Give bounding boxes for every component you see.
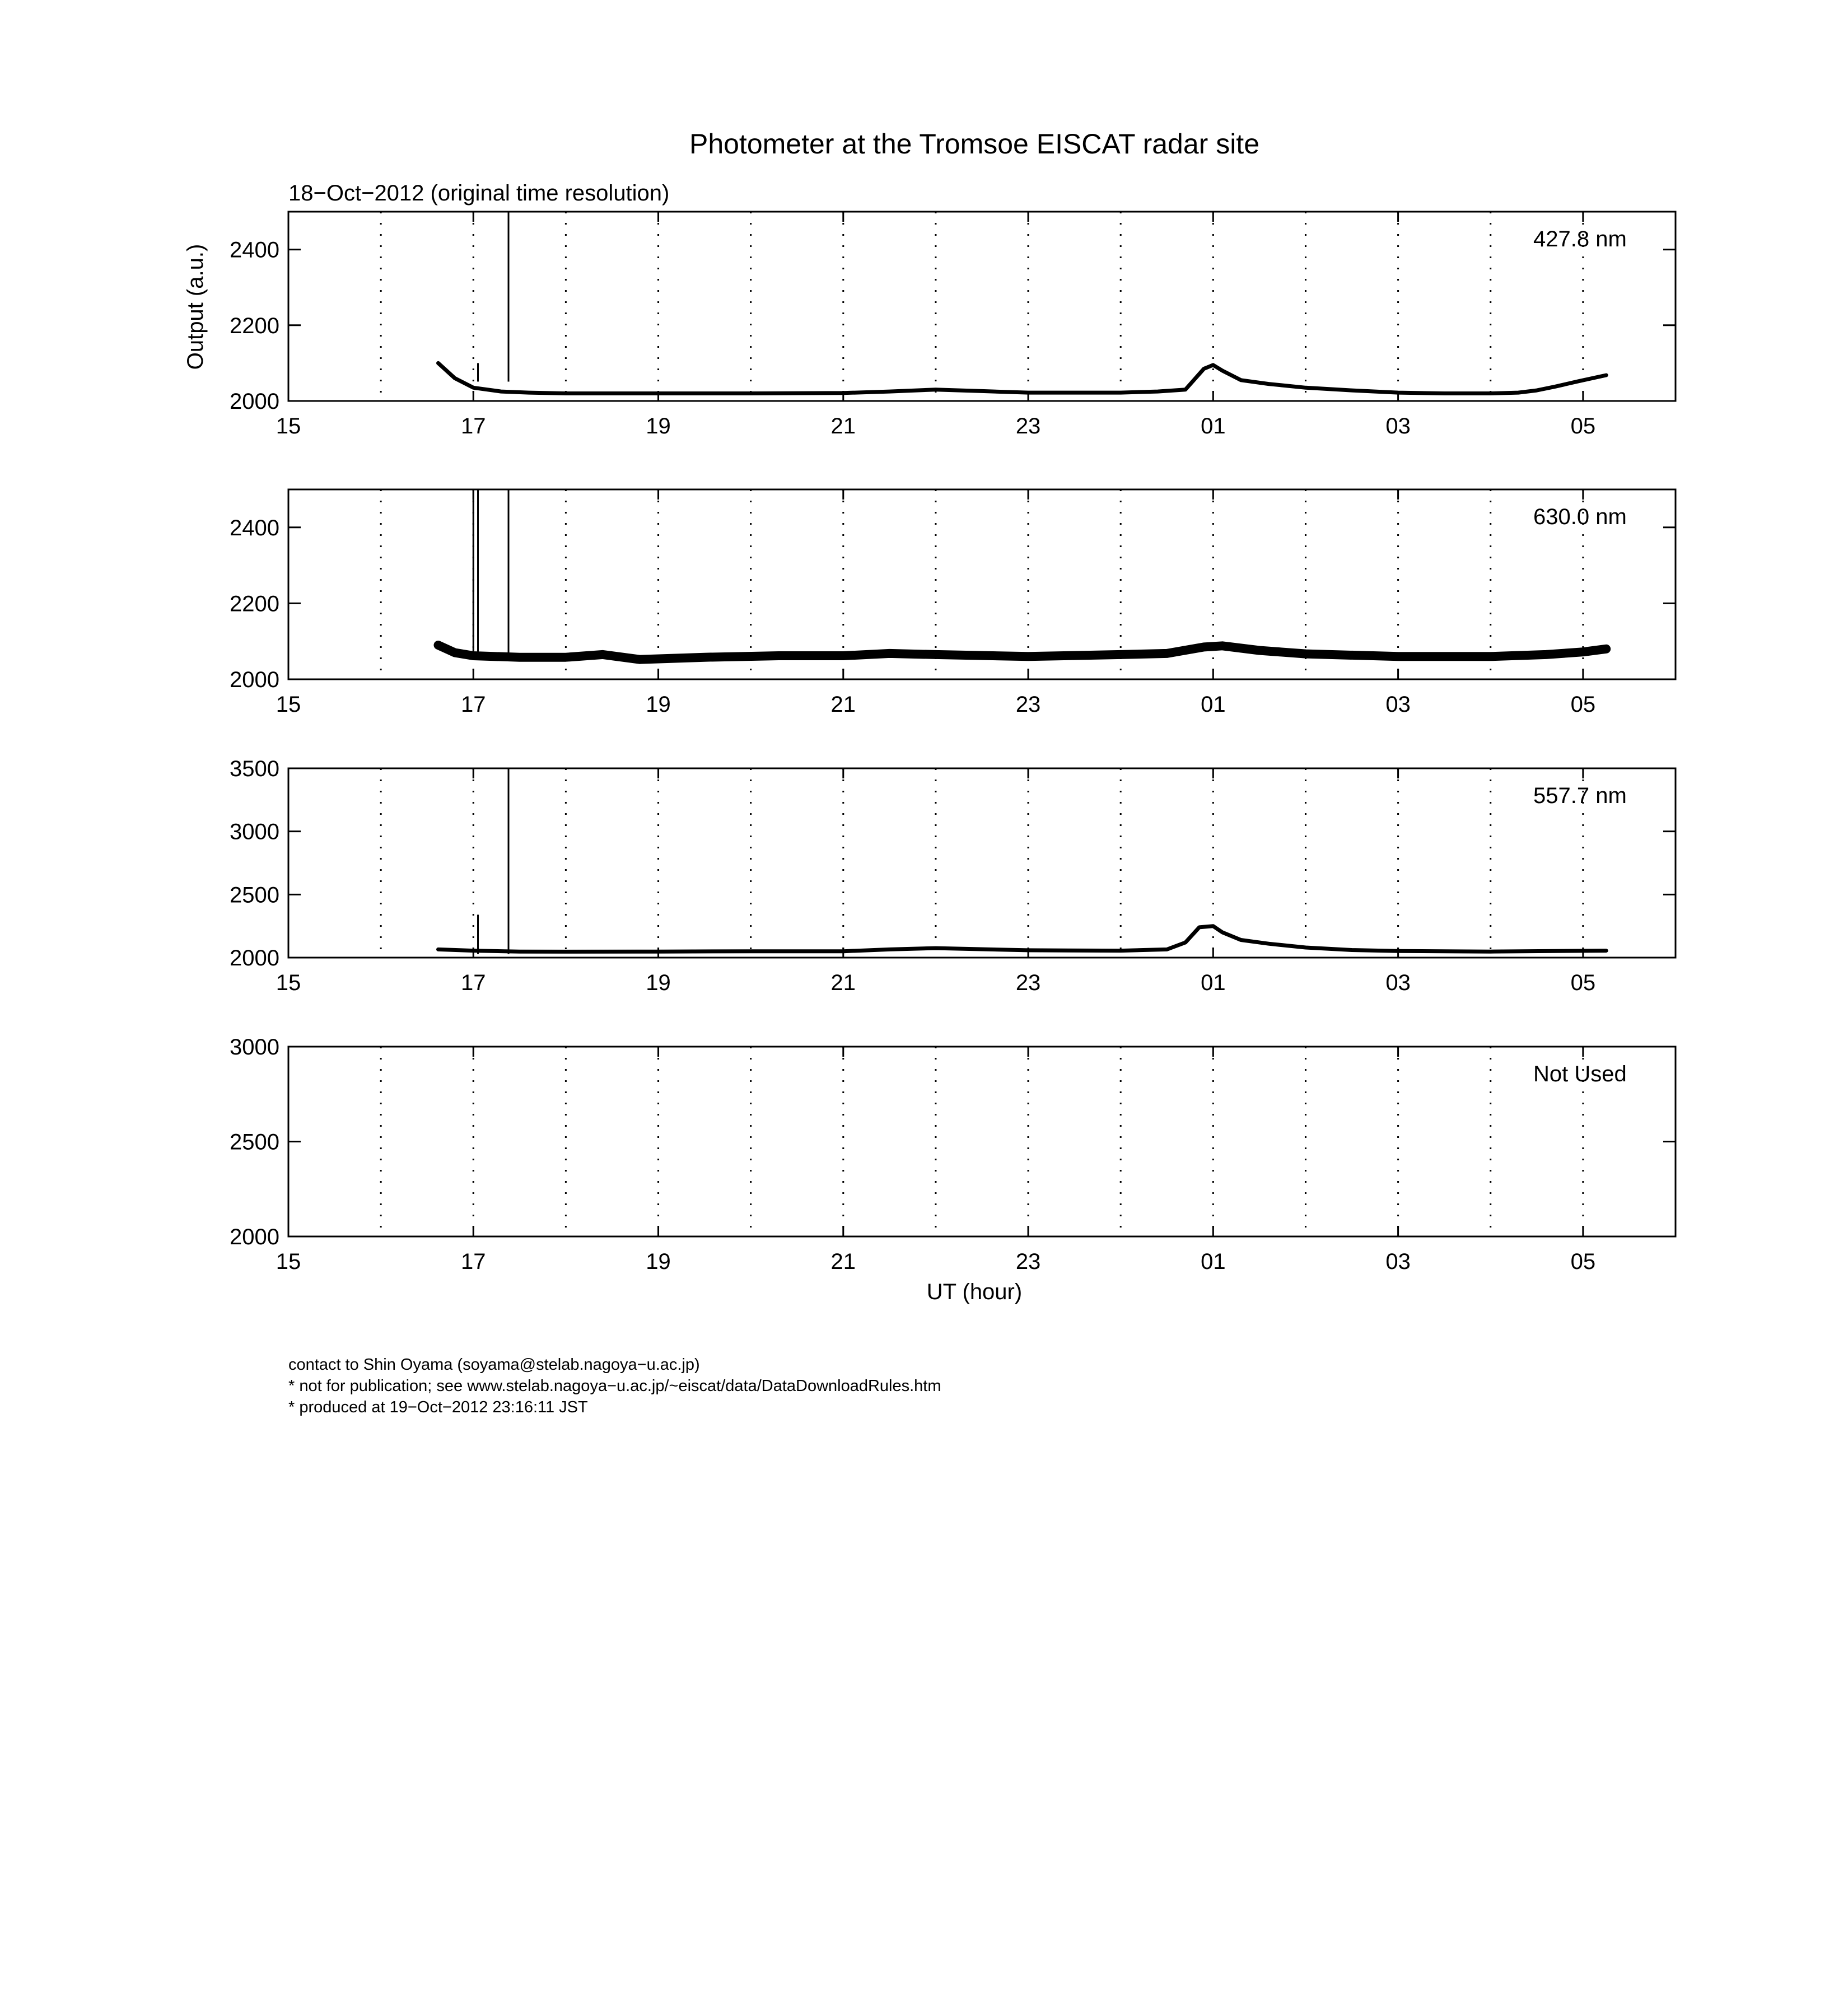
axes-box (288, 489, 1676, 679)
x-tick-label: 23 (1015, 1249, 1041, 1274)
x-tick-label: 23 (1015, 970, 1041, 995)
x-tick-label: 15 (276, 1249, 301, 1274)
series-line (438, 926, 1607, 952)
x-axis-label: UT (hour) (926, 1280, 1023, 1304)
panel-label: 630.0 nm (1533, 505, 1627, 529)
x-tick-label: 21 (830, 692, 856, 717)
x-tick-label: 05 (1570, 414, 1596, 438)
axes-box (288, 768, 1676, 958)
x-tick-label: 15 (276, 414, 301, 438)
figure-subtitle: 18−Oct−2012 (original time resolution) (288, 181, 670, 206)
axes-box (288, 212, 1676, 401)
figure-title: Photometer at the Tromsoe EISCAT radar site (689, 128, 1260, 160)
panel-4 (230, 1035, 1676, 1274)
x-tick-label: 01 (1201, 692, 1226, 717)
x-tick-label: 01 (1201, 970, 1226, 995)
x-tick-label: 17 (461, 692, 486, 717)
y-tick-label: 2000 (230, 389, 279, 414)
panel-label: Not Used (1533, 1062, 1627, 1086)
footer-line-produced: * produced at 19−Oct−2012 23:16:11 JST (288, 1398, 588, 1416)
x-tick-label: 03 (1385, 1249, 1411, 1274)
panels (230, 212, 1676, 1274)
x-tick-label: 01 (1201, 1249, 1226, 1274)
y-tick-label: 3000 (230, 1035, 279, 1060)
y-tick-label: 2000 (230, 946, 279, 970)
x-tick-label: 15 (276, 970, 301, 995)
footer-line-contact: contact to Shin Oyama (soyama@stelab.nagoya−u.ac.jp) (288, 1356, 700, 1374)
x-tick-label: 21 (830, 1249, 856, 1274)
y-tick-label: 3500 (230, 757, 279, 781)
x-tick-label: 19 (646, 1249, 671, 1274)
x-tick-label: 05 (1570, 1249, 1596, 1274)
x-tick-label: 05 (1570, 970, 1596, 995)
x-tick-label: 19 (646, 692, 671, 717)
x-tick-label: 05 (1570, 692, 1596, 717)
panel-label: 427.8 nm (1533, 227, 1627, 251)
x-tick-label: 23 (1015, 414, 1041, 438)
x-tick-label: 17 (461, 1249, 486, 1274)
y-tick-label: 2500 (230, 1130, 279, 1155)
panel-label: 557.7 nm (1533, 783, 1627, 808)
x-tick-label: 03 (1385, 414, 1411, 438)
x-tick-label: 03 (1385, 692, 1411, 717)
x-tick-label: 21 (830, 970, 856, 995)
x-tick-label: 01 (1201, 414, 1226, 438)
panel-1 (230, 212, 1676, 438)
x-tick-label: 15 (276, 692, 301, 717)
y-tick-label: 2400 (230, 237, 279, 263)
axes-box (288, 1047, 1676, 1236)
panel-3 (230, 757, 1676, 995)
y-tick-label: 2500 (230, 883, 279, 908)
series-line (438, 363, 1607, 393)
x-tick-label: 19 (646, 970, 671, 995)
y-tick-label: 2000 (230, 668, 279, 692)
x-tick-label: 21 (830, 414, 856, 438)
x-tick-label: 17 (461, 414, 486, 438)
footer-line-rules: * not for publication; see www.stelab.nagoya−u.ac.jp/~eiscat/data/DataDownloadRules.htm (288, 1377, 941, 1395)
footer-notes (288, 1354, 941, 1418)
y-tick-label: 3000 (230, 819, 279, 844)
y-tick-label: 2400 (230, 515, 279, 540)
series-line (438, 645, 1607, 660)
y-axis-label: Output (a.u.) (183, 244, 208, 370)
x-tick-label: 19 (646, 414, 671, 438)
panel-2 (230, 489, 1676, 717)
y-tick-label: 2000 (230, 1225, 279, 1249)
x-tick-label: 03 (1385, 970, 1411, 995)
x-tick-label: 23 (1015, 692, 1041, 717)
y-tick-label: 2200 (230, 313, 279, 338)
y-tick-label: 2200 (230, 591, 279, 617)
x-tick-label: 17 (461, 970, 486, 995)
